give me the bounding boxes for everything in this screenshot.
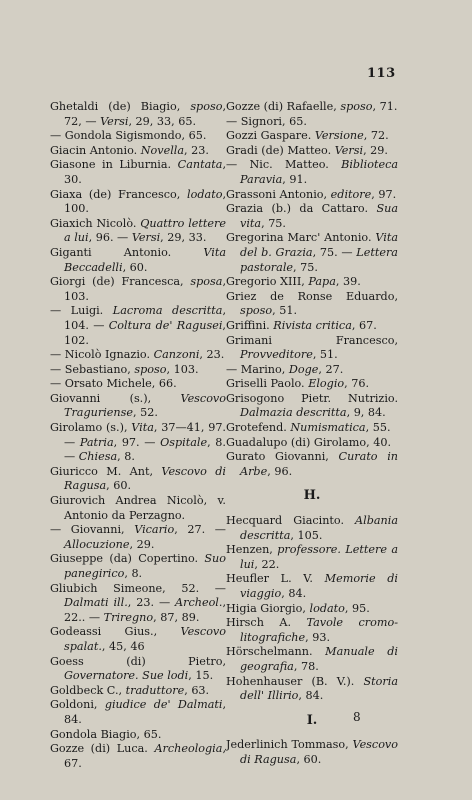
index-entry: Giganti Antonio. Vita Beccadelli, 60. xyxy=(50,245,226,274)
index-entry: Giorgi (de) Francesca, sposa, 103. xyxy=(50,275,226,303)
index-entry: Griffini. Rivista critica, 67. xyxy=(226,318,377,332)
index-entry: Hecquard Giacinto. Albania descritta, 105. xyxy=(226,514,398,542)
printer-signature: 8 xyxy=(353,710,361,724)
index-entry: Gregorina Marc' Antonio. Vita del b. Grazia, 75. — Lettera pastorale, 75. xyxy=(226,231,398,274)
index-entry: — Luigi. Lacroma descritta, 104. — Coltura de' Ragusei, 102. xyxy=(50,304,226,347)
index-entry: Hörschelmann. Manuale di geografia, 78. xyxy=(226,645,398,673)
index-entry: Gondola Biagio, 65. xyxy=(50,727,162,741)
index-entry: — Giovanni, Vicario, 27. — Allocuzione, 29. xyxy=(50,523,226,551)
index-entry: — Signori, 65. xyxy=(226,114,307,128)
index-entry: Gozzi Gaspare. Versione, 72. xyxy=(226,129,389,143)
index-entries-h xyxy=(226,514,398,704)
index-entry: Giacin Antonio. Novella, 23. xyxy=(50,143,209,157)
index-entry: — Nic. Matteo. Biblioteca Paravia, 91. xyxy=(226,158,398,186)
index-entry: Gradi (de) Matteo. Versi, 29. xyxy=(226,143,388,157)
index-entry: Giaxich Nicolò. Quattro lettere a lui, 96. — Versi, 29, 33. xyxy=(50,216,226,245)
index-entry: Ghetaldi (de) Biagio, sposo, 72, — Versi, 29, 33, 65. xyxy=(50,100,226,128)
index-entry: Godeassi Gius., Vescovo spalat., 45, 46 xyxy=(50,625,226,653)
index-entry: Grisogono Pietr. Nutrizio. Dalmazia descritta, 9, 84. xyxy=(226,391,398,420)
index-column-right xyxy=(226,100,398,768)
index-entry: Griselli Paolo. Elogio, 76. xyxy=(226,377,370,391)
index-entry: — Nicolò Ignazio. Canzoni, 23. xyxy=(50,348,225,362)
index-entry: Grimani Francesco, Provveditore, 51. xyxy=(226,333,398,362)
index-entry: Griez de Ronse Eduardo, sposo, 51. xyxy=(226,289,398,318)
section-heading-h: H. xyxy=(303,488,321,504)
index-entry: Goldbeck C., traduttore, 63. xyxy=(50,683,210,697)
index-entry: Grazia (b.) da Cattaro. Sua vita, 75. xyxy=(226,202,398,230)
section-heading-i: I. xyxy=(306,712,318,728)
index-entry: Gozze (di) Luca. Archeologia, 67. xyxy=(50,742,226,770)
index-entry: Hirsch A. Tavole cromo-litografiche, 93. xyxy=(226,616,398,644)
index-column-left xyxy=(50,100,226,771)
index-entries-i xyxy=(226,738,398,767)
index-entry: Gurato Giovanni, Curato in Arbe, 96. xyxy=(226,450,398,478)
index-entry: Gregorio XIII, Papa, 39. xyxy=(226,275,361,289)
index-entry: — Sebastiano, sposo, 103. xyxy=(50,362,199,376)
index-entry: — Marino, Doge, 27. xyxy=(226,362,344,376)
index-entry: Higia Giorgio, lodato, 95. xyxy=(226,601,370,615)
index-entry: — Gondola Sigismondo, 65. xyxy=(50,129,207,143)
index-entry: Grassoni Antonio, editore, 97. xyxy=(226,187,397,201)
index-entry: Giovanni (s.), Vescovo Traguriense, 52. xyxy=(50,391,226,420)
index-entry: Gozze (di) Rafaelle, sposo, 71. xyxy=(226,100,398,113)
index-entry: Giuseppe (da) Copertino. Suo panegirico, 8. xyxy=(50,552,226,580)
page-number: 113 xyxy=(367,66,396,81)
index-entry: Girolamo (s.), Vita, 37—41, 97. — Patria, 97. — Ospitale, 8. — Chiesa, 8. xyxy=(50,421,226,464)
index-entry: Henzen, professore. Lettere a lui, 22. xyxy=(226,543,398,571)
index-entries-g xyxy=(226,100,398,479)
index-entry: Goldoni, giudice de' Dalmati, 84. xyxy=(50,698,226,726)
index-entry: Grotefend. Numismatica, 55. xyxy=(226,421,391,435)
index-entry: — Orsato Michele, 66. xyxy=(50,377,177,391)
index-entry: Giasone in Liburnia. Cantata, 30. xyxy=(50,158,226,186)
index-entry: Gliubich Simeone, 52. — Dalmati ill., 23. — Archeol., 22.. — Triregno, 87, 89. xyxy=(50,581,226,624)
index-entry: Giaxa (de) Francesco, lodato, 100. xyxy=(50,187,226,216)
index-entry: Giurovich Andrea Nicolò, v. Antonio da Perzagno. xyxy=(50,494,226,522)
index-entry: Hohenhauser (B. V.). Storia dell' Illirio, 84. xyxy=(226,674,398,703)
index-entry: Jederlinich Tommaso, Vescovo di Ragusa, 60. xyxy=(226,738,398,766)
index-entry: Goess (di) Pietro, Governatore. Sue lodi, 15. xyxy=(50,654,226,683)
index-entry: Heufler L. V. Memorie di viaggio, 84. xyxy=(226,572,398,600)
index-entry: Guadalupo (di) Girolamo, 40. xyxy=(226,435,391,449)
index-entry: Giuricco M. Ant, Vescovo di Ragusa, 60. xyxy=(50,464,226,493)
